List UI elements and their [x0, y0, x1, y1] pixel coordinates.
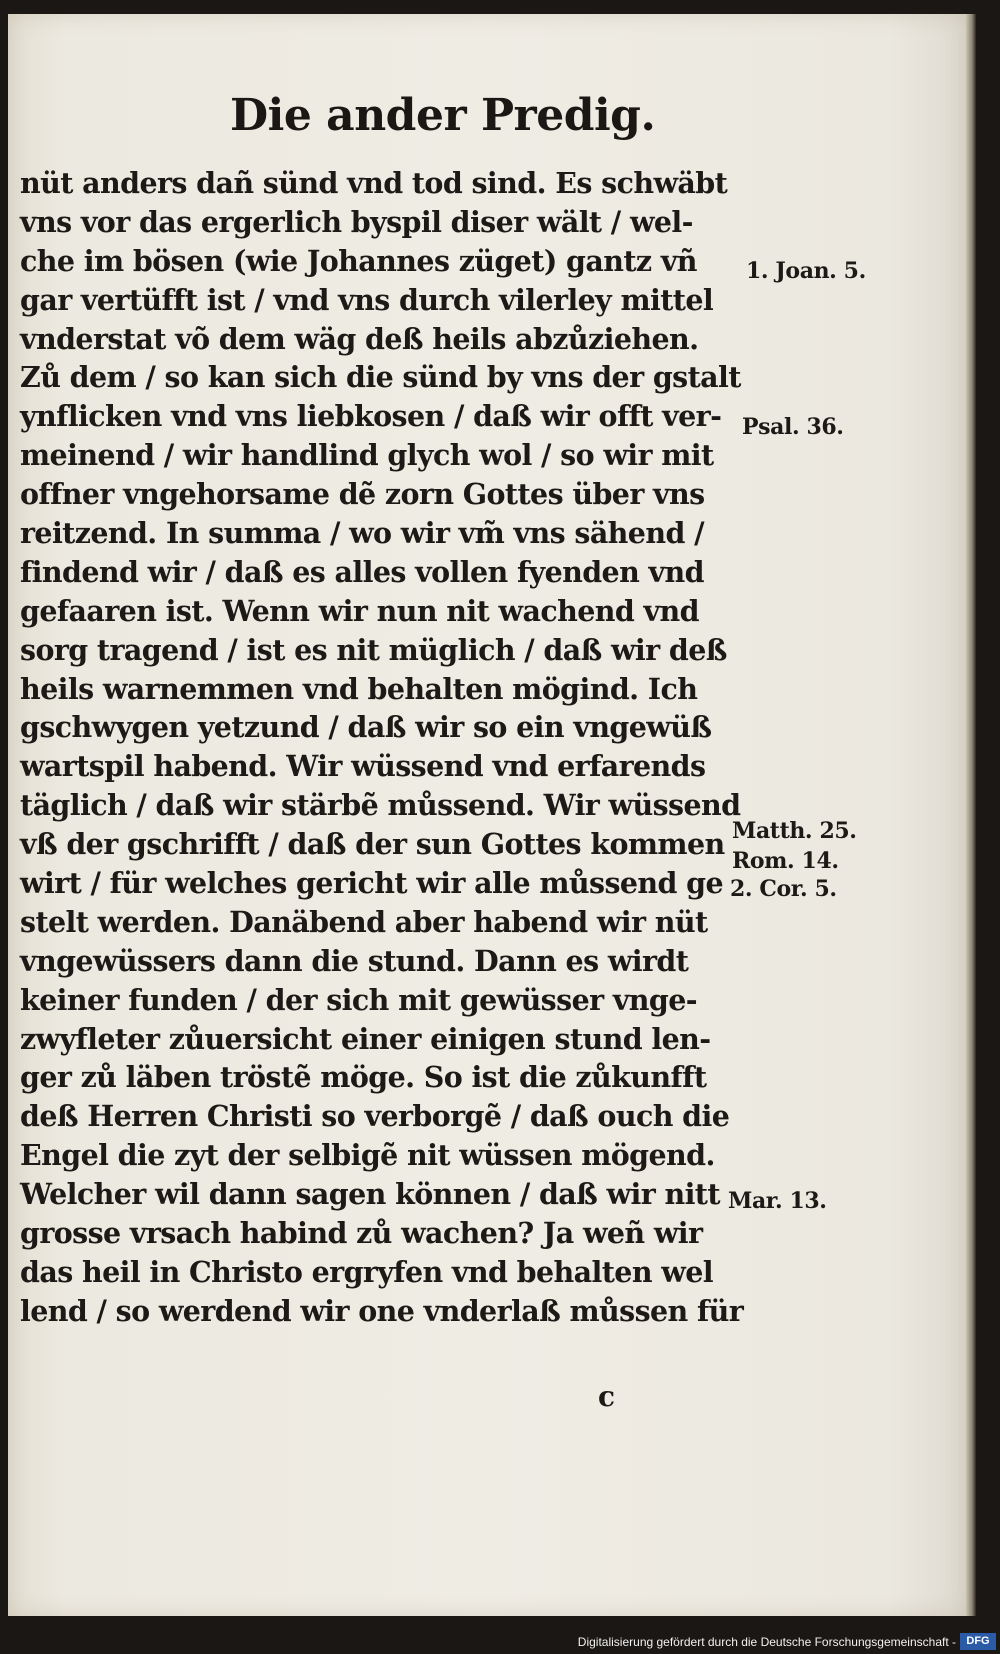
text-line: sorg tragend / ist es nit müglich / daß wir deß — [20, 632, 727, 667]
text-line: findend wir / daß es alles vollen fyenden vnd — [20, 554, 704, 589]
marginal-note-rom: Rom. 14. — [732, 848, 839, 874]
text-line: gschwygen yetzund / daß wir so ein vngewüß — [20, 710, 712, 745]
text-line: keiner funden / der sich mit gewüsser vnge- — [20, 982, 698, 1017]
text-line: grosse vrsach habind zů wachen? Ja weñ wir — [20, 1216, 703, 1251]
signature-mark: c — [598, 1380, 616, 1413]
marginal-note-matth: Matth. 25. — [732, 818, 857, 844]
marginal-note-mar: Mar. 13. — [728, 1188, 827, 1214]
text-line: zwyfleter zůuersicht einer einigen stund len- — [20, 1021, 711, 1056]
text-line: wirt / für welches gericht wir alle můssend ge — [20, 866, 724, 901]
marginal-note-psal: Psal. 36. — [742, 414, 844, 440]
marginal-note-cor: 2. Cor. 5. — [730, 876, 837, 902]
page-edge — [966, 14, 976, 1616]
text-line: vß der gschrifft / daß der sun Gottes kommen — [20, 827, 725, 862]
text-line: reitzend. In summa / wo wir vm̃ vns sähend / — [20, 516, 704, 551]
text-line: das heil in Christo ergryfen vnd behalten wel — [20, 1254, 713, 1289]
text-line: heils warnemmen vnd behalten mögind. Ich — [20, 671, 698, 706]
text-line: che im bösen (wie Johannes züget) gantz vñ — [20, 243, 697, 278]
dfg-logo: DFG — [960, 1633, 996, 1650]
text-line: lend / so werdend wir one vnderlaß můssen für — [20, 1293, 744, 1328]
text-line: gar vertüfft ist / vnd vns durch vilerley mittel — [20, 282, 714, 317]
text-line: stelt werden. Danäbend aber habend wir nüt — [20, 904, 708, 939]
text-line: ynflicken vnd vns liebkosen / daß wir offt ver- — [20, 399, 722, 434]
text-line: täglich / daß wir stärbẽ můssend. Wir wüssend — [20, 788, 741, 823]
text-line: offner vngehorsame dẽ zorn Gottes über vns — [20, 477, 705, 512]
text-line: nüt anders dañ sünd vnd tod sind. Es schwäbt — [20, 166, 728, 200]
text-line: Zů dem / so kan sich die sünd by vns der gstalt — [20, 360, 741, 395]
text-line: ger zů läben tröstẽ möge. So ist die zůkunfft — [20, 1060, 707, 1095]
body-text — [20, 164, 744, 1331]
text-line: Welcher wil dann sagen können / daß wir nitt — [20, 1177, 720, 1212]
text-line: vnderstat võ dem wäg deß heils abzůziehen. — [20, 321, 699, 356]
text-line: vns vor das ergerlich byspil diser wält / wel- — [20, 204, 693, 239]
text-line: meinend / wir handlind glych wol / so wir mit — [20, 438, 714, 473]
marginal-note-joan: 1. Joan. 5. — [746, 258, 866, 284]
footer-credit: Digitalisierung gefördert durch die Deutsche Forschungsgemeinschaft - — [577, 1635, 956, 1649]
text-line: deß Herren Christi so verborgẽ / daß ouch die — [20, 1099, 730, 1134]
text-line: Engel die zyt der selbigẽ nit wüssen mögend. — [20, 1138, 715, 1173]
text-line: wartspil habend. Wir wüssend vnd erfarends — [20, 749, 706, 784]
text-line: gefaaren ist. Wenn wir nun nit wachend vnd — [20, 593, 699, 628]
running-head: Die ander Predig. — [230, 90, 656, 141]
text-line: vngewüssers dann die stund. Dann es wirdt — [20, 943, 689, 978]
